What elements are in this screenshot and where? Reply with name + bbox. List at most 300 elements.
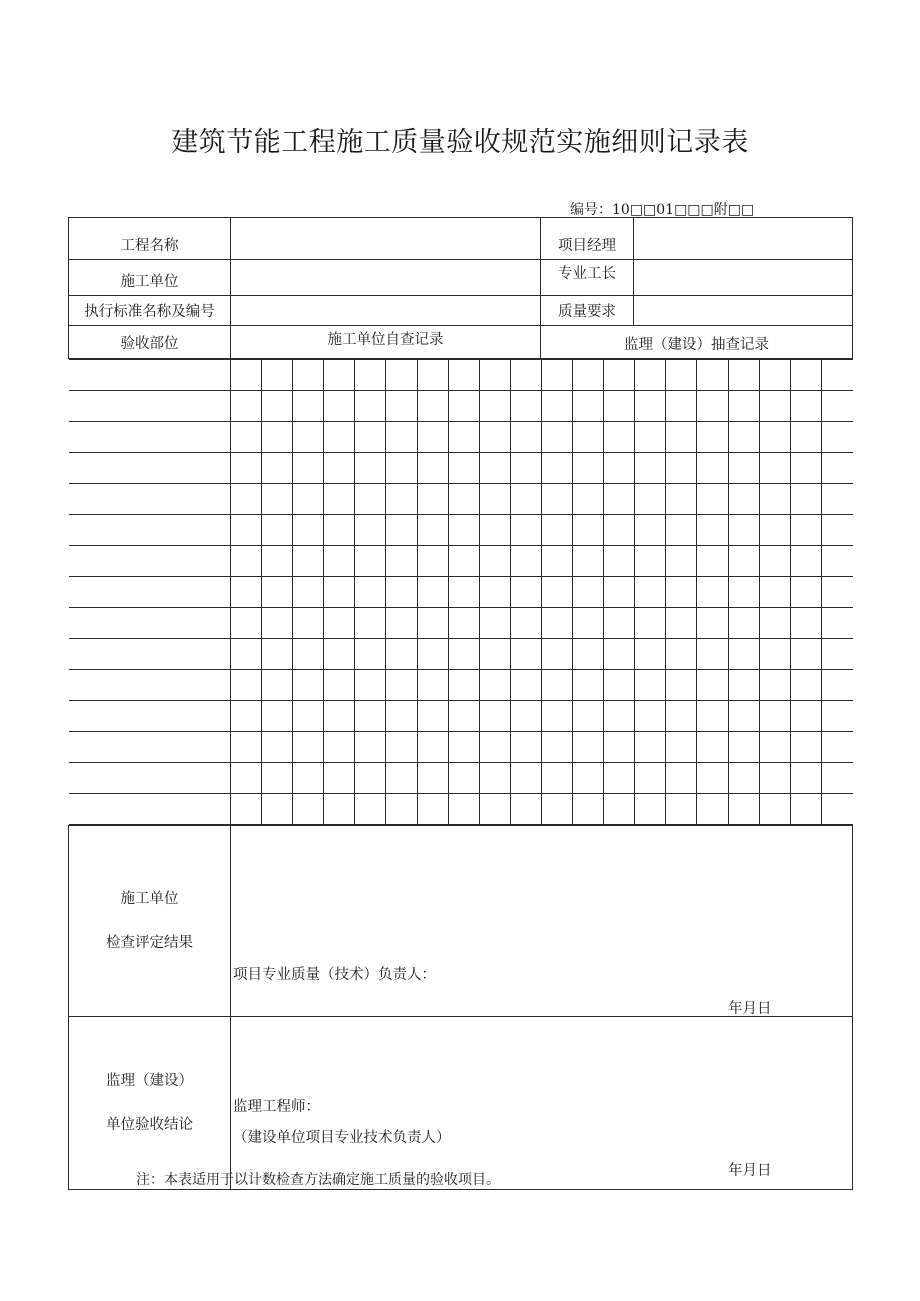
self-check-cell[interactable] xyxy=(355,577,386,608)
grid-item-cell[interactable] xyxy=(69,670,231,701)
supervision-check-cell[interactable] xyxy=(697,422,728,453)
supervision-check-cell[interactable] xyxy=(635,763,666,794)
self-check-cell[interactable] xyxy=(510,794,541,825)
supervision-check-cell[interactable] xyxy=(541,577,572,608)
self-check-cell[interactable] xyxy=(386,794,417,825)
supervision-check-cell[interactable] xyxy=(666,360,697,391)
self-check-cell[interactable] xyxy=(262,453,293,484)
supervision-check-cell[interactable] xyxy=(573,546,604,577)
supervision-check-cell[interactable] xyxy=(541,794,572,825)
grid-item-cell[interactable] xyxy=(69,484,231,515)
supervision-check-cell[interactable] xyxy=(573,794,604,825)
supervision-check-cell[interactable] xyxy=(759,763,790,794)
self-check-cell[interactable] xyxy=(293,422,324,453)
self-check-cell[interactable] xyxy=(262,515,293,546)
self-check-cell[interactable] xyxy=(386,763,417,794)
supervision-check-cell[interactable] xyxy=(604,732,635,763)
supervision-check-cell[interactable] xyxy=(821,670,852,701)
self-check-cell[interactable] xyxy=(479,701,510,732)
self-check-cell[interactable] xyxy=(262,422,293,453)
self-check-cell[interactable] xyxy=(479,546,510,577)
self-check-cell[interactable] xyxy=(355,701,386,732)
supervision-result-cell[interactable] xyxy=(231,1017,853,1190)
grid-item-cell[interactable] xyxy=(69,391,231,422)
supervision-check-cell[interactable] xyxy=(697,515,728,546)
self-check-cell[interactable] xyxy=(355,422,386,453)
self-check-cell[interactable] xyxy=(386,546,417,577)
self-check-cell[interactable] xyxy=(510,701,541,732)
supervision-check-cell[interactable] xyxy=(790,546,821,577)
self-check-cell[interactable] xyxy=(448,608,479,639)
supervision-check-cell[interactable] xyxy=(790,701,821,732)
supervision-check-cell[interactable] xyxy=(759,546,790,577)
self-check-cell[interactable] xyxy=(231,794,262,825)
self-check-cell[interactable] xyxy=(324,639,355,670)
supervision-check-cell[interactable] xyxy=(697,453,728,484)
supervision-check-cell[interactable] xyxy=(728,608,759,639)
supervision-check-cell[interactable] xyxy=(666,453,697,484)
self-check-cell[interactable] xyxy=(448,794,479,825)
grid-item-cell[interactable] xyxy=(69,577,231,608)
supervision-check-cell[interactable] xyxy=(573,670,604,701)
supervision-check-cell[interactable] xyxy=(541,670,572,701)
self-check-cell[interactable] xyxy=(448,732,479,763)
project-name-field[interactable] xyxy=(231,218,541,260)
self-check-cell[interactable] xyxy=(479,639,510,670)
self-check-cell[interactable] xyxy=(231,453,262,484)
self-check-cell[interactable] xyxy=(355,391,386,422)
supervision-check-cell[interactable] xyxy=(697,577,728,608)
supervision-check-cell[interactable] xyxy=(573,515,604,546)
grid-item-cell[interactable] xyxy=(69,763,231,794)
supervision-check-cell[interactable] xyxy=(573,701,604,732)
self-check-cell[interactable] xyxy=(355,515,386,546)
supervision-check-cell[interactable] xyxy=(759,794,790,825)
self-check-cell[interactable] xyxy=(262,577,293,608)
self-check-cell[interactable] xyxy=(324,577,355,608)
self-check-cell[interactable] xyxy=(386,732,417,763)
supervision-check-cell[interactable] xyxy=(821,608,852,639)
supervision-check-cell[interactable] xyxy=(821,360,852,391)
self-check-cell[interactable] xyxy=(355,608,386,639)
self-check-cell[interactable] xyxy=(293,360,324,391)
supervision-check-cell[interactable] xyxy=(541,608,572,639)
self-check-cell[interactable] xyxy=(231,732,262,763)
supervision-check-cell[interactable] xyxy=(759,484,790,515)
self-check-cell[interactable] xyxy=(510,484,541,515)
supervision-check-cell[interactable] xyxy=(666,391,697,422)
foreman-field[interactable] xyxy=(634,260,853,296)
self-check-cell[interactable] xyxy=(293,701,324,732)
supervision-check-cell[interactable] xyxy=(728,794,759,825)
supervision-check-cell[interactable] xyxy=(697,732,728,763)
supervision-check-cell[interactable] xyxy=(541,391,572,422)
supervision-check-cell[interactable] xyxy=(790,422,821,453)
supervision-check-cell[interactable] xyxy=(573,360,604,391)
supervision-check-cell[interactable] xyxy=(541,701,572,732)
self-check-cell[interactable] xyxy=(231,670,262,701)
self-check-cell[interactable] xyxy=(510,670,541,701)
self-check-cell[interactable] xyxy=(324,763,355,794)
supervision-check-cell[interactable] xyxy=(728,515,759,546)
grid-item-cell[interactable] xyxy=(69,794,231,825)
self-check-cell[interactable] xyxy=(324,546,355,577)
self-check-cell[interactable] xyxy=(324,732,355,763)
self-check-cell[interactable] xyxy=(510,763,541,794)
supervision-check-cell[interactable] xyxy=(604,639,635,670)
self-check-cell[interactable] xyxy=(386,360,417,391)
self-check-cell[interactable] xyxy=(479,422,510,453)
self-check-cell[interactable] xyxy=(293,453,324,484)
self-check-cell[interactable] xyxy=(324,391,355,422)
supervision-check-cell[interactable] xyxy=(697,546,728,577)
supervision-check-cell[interactable] xyxy=(604,422,635,453)
supervision-check-cell[interactable] xyxy=(666,670,697,701)
supervision-check-cell[interactable] xyxy=(790,639,821,670)
supervision-check-cell[interactable] xyxy=(604,670,635,701)
supervision-check-cell[interactable] xyxy=(728,763,759,794)
self-check-cell[interactable] xyxy=(417,577,448,608)
supervision-check-cell[interactable] xyxy=(604,453,635,484)
self-check-cell[interactable] xyxy=(293,763,324,794)
supervision-check-cell[interactable] xyxy=(728,453,759,484)
self-check-cell[interactable] xyxy=(417,422,448,453)
self-check-cell[interactable] xyxy=(479,453,510,484)
self-check-cell[interactable] xyxy=(510,453,541,484)
supervision-check-cell[interactable] xyxy=(573,453,604,484)
self-check-cell[interactable] xyxy=(293,794,324,825)
self-check-cell[interactable] xyxy=(293,546,324,577)
supervision-check-cell[interactable] xyxy=(604,794,635,825)
self-check-cell[interactable] xyxy=(417,391,448,422)
supervision-check-cell[interactable] xyxy=(604,515,635,546)
supervision-check-cell[interactable] xyxy=(573,763,604,794)
supervision-check-cell[interactable] xyxy=(790,484,821,515)
self-check-cell[interactable] xyxy=(417,453,448,484)
self-check-cell[interactable] xyxy=(293,515,324,546)
supervision-check-cell[interactable] xyxy=(821,577,852,608)
self-check-cell[interactable] xyxy=(386,422,417,453)
supervision-check-cell[interactable] xyxy=(604,484,635,515)
supervision-check-cell[interactable] xyxy=(666,484,697,515)
grid-item-cell[interactable] xyxy=(69,701,231,732)
supervision-check-cell[interactable] xyxy=(635,608,666,639)
supervision-check-cell[interactable] xyxy=(541,360,572,391)
supervision-check-cell[interactable] xyxy=(666,701,697,732)
self-check-cell[interactable] xyxy=(448,639,479,670)
self-check-cell[interactable] xyxy=(386,391,417,422)
supervision-check-cell[interactable] xyxy=(541,732,572,763)
self-check-cell[interactable] xyxy=(510,391,541,422)
supervision-check-cell[interactable] xyxy=(666,422,697,453)
supervision-check-cell[interactable] xyxy=(759,732,790,763)
supervision-check-cell[interactable] xyxy=(790,732,821,763)
supervision-check-cell[interactable] xyxy=(604,391,635,422)
supervision-check-cell[interactable] xyxy=(635,453,666,484)
self-check-cell[interactable] xyxy=(417,794,448,825)
self-check-cell[interactable] xyxy=(448,577,479,608)
supervision-check-cell[interactable] xyxy=(821,763,852,794)
supervision-check-cell[interactable] xyxy=(635,794,666,825)
self-check-cell[interactable] xyxy=(417,670,448,701)
supervision-check-cell[interactable] xyxy=(759,701,790,732)
self-check-cell[interactable] xyxy=(448,453,479,484)
supervision-check-cell[interactable] xyxy=(728,391,759,422)
self-check-cell[interactable] xyxy=(355,794,386,825)
supervision-check-cell[interactable] xyxy=(635,515,666,546)
supervision-check-cell[interactable] xyxy=(541,639,572,670)
self-check-cell[interactable] xyxy=(417,515,448,546)
supervision-check-cell[interactable] xyxy=(573,608,604,639)
supervision-check-cell[interactable] xyxy=(666,794,697,825)
self-check-cell[interactable] xyxy=(262,391,293,422)
self-check-cell[interactable] xyxy=(479,484,510,515)
self-check-cell[interactable] xyxy=(510,422,541,453)
supervision-check-cell[interactable] xyxy=(759,608,790,639)
supervision-check-cell[interactable] xyxy=(666,732,697,763)
self-check-cell[interactable] xyxy=(262,763,293,794)
supervision-check-cell[interactable] xyxy=(790,453,821,484)
supervision-check-cell[interactable] xyxy=(790,794,821,825)
self-check-cell[interactable] xyxy=(386,577,417,608)
self-check-cell[interactable] xyxy=(417,639,448,670)
supervision-check-cell[interactable] xyxy=(604,608,635,639)
supervision-check-cell[interactable] xyxy=(635,701,666,732)
self-check-cell[interactable] xyxy=(479,515,510,546)
self-check-cell[interactable] xyxy=(448,701,479,732)
self-check-cell[interactable] xyxy=(417,701,448,732)
supervision-check-cell[interactable] xyxy=(790,608,821,639)
supervision-check-cell[interactable] xyxy=(821,391,852,422)
self-check-cell[interactable] xyxy=(231,577,262,608)
supervision-check-cell[interactable] xyxy=(604,763,635,794)
self-check-cell[interactable] xyxy=(386,453,417,484)
supervision-check-cell[interactable] xyxy=(604,701,635,732)
self-check-cell[interactable] xyxy=(479,763,510,794)
supervision-check-cell[interactable] xyxy=(697,484,728,515)
self-check-cell[interactable] xyxy=(231,515,262,546)
self-check-cell[interactable] xyxy=(293,670,324,701)
self-check-cell[interactable] xyxy=(510,546,541,577)
self-check-cell[interactable] xyxy=(510,608,541,639)
supervision-check-cell[interactable] xyxy=(635,639,666,670)
self-check-cell[interactable] xyxy=(262,360,293,391)
self-check-cell[interactable] xyxy=(479,732,510,763)
self-check-cell[interactable] xyxy=(231,608,262,639)
self-check-cell[interactable] xyxy=(355,546,386,577)
self-check-cell[interactable] xyxy=(448,422,479,453)
self-check-cell[interactable] xyxy=(479,794,510,825)
supervision-check-cell[interactable] xyxy=(759,670,790,701)
quality-field[interactable] xyxy=(634,296,853,326)
self-check-cell[interactable] xyxy=(386,639,417,670)
supervision-check-cell[interactable] xyxy=(541,763,572,794)
self-check-cell[interactable] xyxy=(293,732,324,763)
self-check-cell[interactable] xyxy=(355,484,386,515)
self-check-cell[interactable] xyxy=(417,608,448,639)
self-check-cell[interactable] xyxy=(231,484,262,515)
supervision-check-cell[interactable] xyxy=(635,732,666,763)
grid-item-cell[interactable] xyxy=(69,515,231,546)
self-check-cell[interactable] xyxy=(479,608,510,639)
self-check-cell[interactable] xyxy=(293,391,324,422)
supervision-check-cell[interactable] xyxy=(541,515,572,546)
self-check-cell[interactable] xyxy=(479,670,510,701)
supervision-check-cell[interactable] xyxy=(666,608,697,639)
self-check-cell[interactable] xyxy=(448,515,479,546)
self-check-cell[interactable] xyxy=(231,763,262,794)
supervision-check-cell[interactable] xyxy=(728,360,759,391)
self-check-cell[interactable] xyxy=(324,794,355,825)
supervision-check-cell[interactable] xyxy=(821,546,852,577)
supervision-check-cell[interactable] xyxy=(697,391,728,422)
supervision-check-cell[interactable] xyxy=(635,422,666,453)
supervision-check-cell[interactable] xyxy=(635,360,666,391)
supervision-check-cell[interactable] xyxy=(790,763,821,794)
grid-item-cell[interactable] xyxy=(69,422,231,453)
self-check-cell[interactable] xyxy=(231,546,262,577)
supervision-check-cell[interactable] xyxy=(541,422,572,453)
self-check-cell[interactable] xyxy=(355,732,386,763)
self-check-cell[interactable] xyxy=(386,484,417,515)
supervision-check-cell[interactable] xyxy=(635,546,666,577)
supervision-check-cell[interactable] xyxy=(821,515,852,546)
grid-item-cell[interactable] xyxy=(69,639,231,670)
supervision-check-cell[interactable] xyxy=(759,391,790,422)
self-check-cell[interactable] xyxy=(510,732,541,763)
supervision-check-cell[interactable] xyxy=(821,701,852,732)
supervision-check-cell[interactable] xyxy=(635,670,666,701)
supervision-check-cell[interactable] xyxy=(728,732,759,763)
self-check-cell[interactable] xyxy=(479,391,510,422)
self-check-cell[interactable] xyxy=(324,453,355,484)
self-check-cell[interactable] xyxy=(479,577,510,608)
self-check-cell[interactable] xyxy=(448,763,479,794)
self-check-cell[interactable] xyxy=(386,515,417,546)
self-check-cell[interactable] xyxy=(479,360,510,391)
supervision-check-cell[interactable] xyxy=(821,484,852,515)
supervision-check-cell[interactable] xyxy=(821,453,852,484)
self-check-cell[interactable] xyxy=(231,422,262,453)
self-check-cell[interactable] xyxy=(510,360,541,391)
self-check-cell[interactable] xyxy=(293,608,324,639)
self-check-cell[interactable] xyxy=(417,360,448,391)
grid-item-cell[interactable] xyxy=(69,608,231,639)
supervision-check-cell[interactable] xyxy=(697,608,728,639)
supervision-check-cell[interactable] xyxy=(541,546,572,577)
supervision-check-cell[interactable] xyxy=(697,794,728,825)
self-check-cell[interactable] xyxy=(417,484,448,515)
self-check-cell[interactable] xyxy=(324,360,355,391)
self-check-cell[interactable] xyxy=(355,670,386,701)
self-check-cell[interactable] xyxy=(231,391,262,422)
supervision-check-cell[interactable] xyxy=(697,763,728,794)
contractor-result-cell[interactable] xyxy=(231,826,853,1017)
self-check-cell[interactable] xyxy=(324,701,355,732)
standard-field[interactable] xyxy=(231,296,541,326)
supervision-check-cell[interactable] xyxy=(759,515,790,546)
self-check-cell[interactable] xyxy=(448,484,479,515)
self-check-cell[interactable] xyxy=(262,794,293,825)
supervision-check-cell[interactable] xyxy=(697,701,728,732)
self-check-cell[interactable] xyxy=(262,670,293,701)
self-check-cell[interactable] xyxy=(355,639,386,670)
supervision-check-cell[interactable] xyxy=(666,515,697,546)
supervision-check-cell[interactable] xyxy=(759,360,790,391)
self-check-cell[interactable] xyxy=(324,484,355,515)
supervision-check-cell[interactable] xyxy=(604,577,635,608)
supervision-check-cell[interactable] xyxy=(790,360,821,391)
supervision-check-cell[interactable] xyxy=(821,422,852,453)
supervision-check-cell[interactable] xyxy=(759,577,790,608)
self-check-cell[interactable] xyxy=(293,577,324,608)
grid-item-cell[interactable] xyxy=(69,732,231,763)
self-check-cell[interactable] xyxy=(386,701,417,732)
self-check-cell[interactable] xyxy=(262,484,293,515)
self-check-cell[interactable] xyxy=(262,639,293,670)
supervision-check-cell[interactable] xyxy=(635,484,666,515)
supervision-check-cell[interactable] xyxy=(573,577,604,608)
self-check-cell[interactable] xyxy=(262,546,293,577)
supervision-check-cell[interactable] xyxy=(790,515,821,546)
self-check-cell[interactable] xyxy=(386,608,417,639)
supervision-check-cell[interactable] xyxy=(697,360,728,391)
grid-item-cell[interactable] xyxy=(69,453,231,484)
self-check-cell[interactable] xyxy=(448,391,479,422)
supervision-check-cell[interactable] xyxy=(821,732,852,763)
self-check-cell[interactable] xyxy=(293,639,324,670)
self-check-cell[interactable] xyxy=(355,453,386,484)
supervision-check-cell[interactable] xyxy=(790,577,821,608)
supervision-check-cell[interactable] xyxy=(728,546,759,577)
supervision-check-cell[interactable] xyxy=(604,546,635,577)
grid-item-cell[interactable] xyxy=(69,360,231,391)
supervision-check-cell[interactable] xyxy=(728,577,759,608)
self-check-cell[interactable] xyxy=(324,670,355,701)
supervision-check-cell[interactable] xyxy=(573,732,604,763)
supervision-check-cell[interactable] xyxy=(697,670,728,701)
contractor-field[interactable] xyxy=(231,260,541,296)
self-check-cell[interactable] xyxy=(510,577,541,608)
self-check-cell[interactable] xyxy=(417,763,448,794)
supervision-check-cell[interactable] xyxy=(541,484,572,515)
self-check-cell[interactable] xyxy=(448,670,479,701)
supervision-check-cell[interactable] xyxy=(541,453,572,484)
supervision-check-cell[interactable] xyxy=(790,670,821,701)
supervision-check-cell[interactable] xyxy=(573,484,604,515)
supervision-check-cell[interactable] xyxy=(728,701,759,732)
supervision-check-cell[interactable] xyxy=(759,453,790,484)
self-check-cell[interactable] xyxy=(262,701,293,732)
self-check-cell[interactable] xyxy=(231,701,262,732)
supervision-check-cell[interactable] xyxy=(697,639,728,670)
supervision-check-cell[interactable] xyxy=(666,763,697,794)
self-check-cell[interactable] xyxy=(386,670,417,701)
supervision-check-cell[interactable] xyxy=(573,391,604,422)
self-check-cell[interactable] xyxy=(448,360,479,391)
self-check-cell[interactable] xyxy=(355,360,386,391)
self-check-cell[interactable] xyxy=(355,763,386,794)
supervision-check-cell[interactable] xyxy=(821,794,852,825)
supervision-check-cell[interactable] xyxy=(759,639,790,670)
grid-item-cell[interactable] xyxy=(69,546,231,577)
self-check-cell[interactable] xyxy=(448,546,479,577)
self-check-cell[interactable] xyxy=(231,639,262,670)
supervision-check-cell[interactable] xyxy=(728,484,759,515)
supervision-check-cell[interactable] xyxy=(821,639,852,670)
supervision-check-cell[interactable] xyxy=(573,639,604,670)
supervision-check-cell[interactable] xyxy=(759,422,790,453)
